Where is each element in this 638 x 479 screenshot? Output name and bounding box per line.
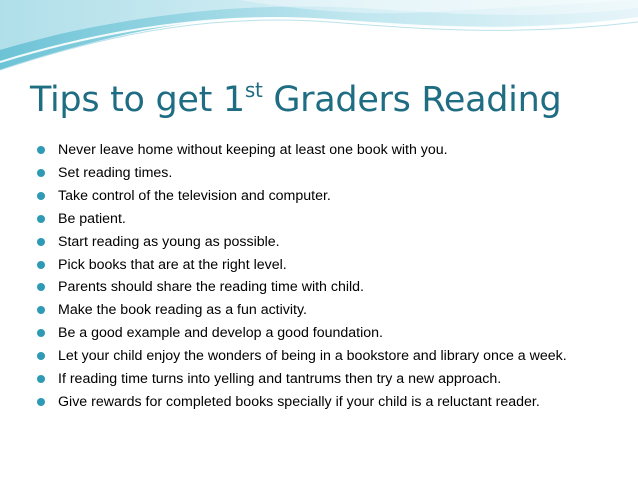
list-item-text: Be a good example and develop a good foundation. bbox=[58, 325, 383, 342]
circle-bullet-icon bbox=[37, 146, 45, 154]
circle-bullet-icon bbox=[37, 375, 45, 383]
list-item-text: Give rewards for completed books specially if your child is a reluctant reader. bbox=[58, 393, 540, 410]
list-item bbox=[37, 231, 607, 254]
list-item-text: Parents should share the reading time with child. bbox=[58, 279, 364, 296]
list-item-text: Be patient. bbox=[58, 210, 126, 227]
slide-title bbox=[30, 78, 561, 126]
title-main: Tips to get 1 bbox=[30, 80, 245, 120]
list-item bbox=[37, 345, 607, 368]
list-item bbox=[37, 208, 607, 231]
list-item-text: Take control of the television and computer. bbox=[58, 187, 331, 204]
list-item-text: If reading time turns into yelling and tantrums then try a new approach. bbox=[58, 371, 502, 388]
list-item bbox=[37, 162, 607, 185]
list-item-text: Let your child enjoy the wonders of being in a bookstore and library once a week. bbox=[58, 347, 567, 364]
list-item-text: Make the book reading as a fun activity. bbox=[58, 302, 307, 319]
circle-bullet-icon bbox=[37, 215, 45, 223]
title-rest: Graders Reading bbox=[262, 80, 562, 120]
circle-bullet-icon bbox=[37, 238, 45, 246]
circle-bullet-icon bbox=[37, 306, 45, 314]
list-item-text: Never leave home without keeping at least one book with you. bbox=[58, 142, 448, 158]
list-item bbox=[37, 322, 607, 345]
tips-list bbox=[37, 139, 607, 414]
circle-bullet-icon bbox=[37, 352, 45, 360]
circle-bullet-icon bbox=[37, 192, 45, 200]
list-item bbox=[37, 254, 607, 277]
list-item bbox=[37, 368, 607, 391]
list-item-text: Set reading times. bbox=[58, 164, 173, 181]
list-item bbox=[37, 185, 607, 208]
list-item bbox=[37, 276, 607, 299]
list-item-text: Start reading as young as possible. bbox=[58, 233, 280, 250]
circle-bullet-icon bbox=[37, 329, 45, 337]
circle-bullet-icon bbox=[37, 398, 45, 406]
list-item bbox=[37, 391, 607, 414]
list-item bbox=[37, 139, 607, 162]
header-wave-decoration bbox=[0, 0, 638, 90]
circle-bullet-icon bbox=[37, 169, 45, 177]
list-item-text: Pick books that are at the right level. bbox=[58, 256, 287, 273]
list-item bbox=[37, 299, 607, 322]
title-superscript: st bbox=[244, 78, 263, 102]
circle-bullet-icon bbox=[37, 283, 45, 291]
circle-bullet-icon bbox=[37, 261, 45, 269]
